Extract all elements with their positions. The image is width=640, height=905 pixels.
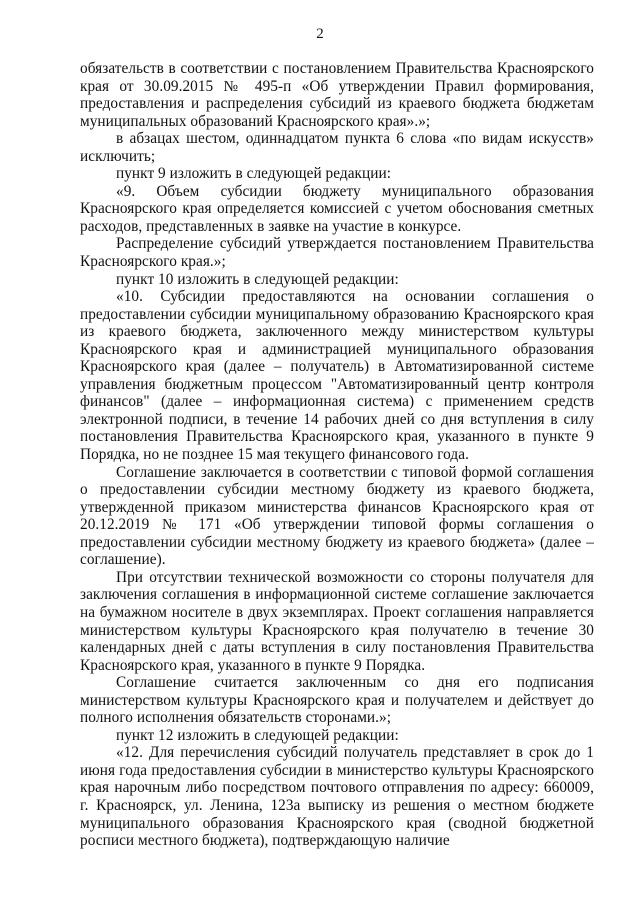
paragraph-10: Соглашение считается заключенным со дня его подписания министерством культуры Красноярского края и получателем и действует до полного исполнения обязательств сторонами.»; (80, 674, 594, 727)
paragraph-7: «10. Субсидии предоставляются на основании соглашения о предоставлении субсидии муниципальному образованию Красноярского края из краевого бюджета, заключенного между министерством культуры Красноярского края и администрацией муниципального образования Красноярского края (далее – получатель) в Автоматизированной системе управления бюджетным процессом "Автоматизированный центр контроля финансов" (далее – информационная система) с применением средств электронной подписи, в течение 14 рабочих дней со дня вступления в силу постановления Правительства Красноярского края, указанного в пункте 9 Порядка, но не позднее 15 мая текущего финансового года. (80, 288, 594, 464)
paragraph-6: пункт 10 изложить в следующей редакции: (116, 270, 399, 288)
paragraph-11: пункт 12 изложить в следующей редакции: (116, 726, 399, 744)
document-body (80, 60, 594, 850)
paragraph-1: обязательств в соответствии с постановлением Правительства Красноярского края от 30.09.2015 № 495-п «Об утверждении Правил формирования, предоставления и распределения субсидий из краевого бюджета бюджетам муниципальных образований Красноярского края».»; (80, 60, 594, 130)
paragraph-2: в абзацах шестом, одиннадцатом пункта 6 слова «по видам искусств» исключить; (80, 130, 594, 165)
paragraph-8: Соглашение заключается в соответствии с типовой формой соглашения о предоставлении субсидии местному бюджету из краевого бюджета, утвержденной приказом министерства финансов Красноярского края от 20.12.2019 № 171 «Об утверждении типовой формы соглашения о предоставлении субсидии местному бюджету из краевого бюджета» (далее – соглашение). (80, 463, 594, 569)
paragraph-12: «12. Для перечисления субсидий получатель представляет в срок до 1 июня года предоставления субсидии в министерство культуры Красноярского края нарочным либо посредством почтового отправления по адресу: 660009, г. Красноярск, ул. Ленина, 123а выписку из решения о местном бюджете муниципального образования Красноярского края (сводной бюджетной росписи местного бюджета), подтверждающую наличие (80, 744, 594, 850)
paragraph-9: При отсутствии технической возможности со стороны получателя для заключения соглашения в информационной системе соглашение заключается на бумажном носителе в двух экземплярах. Проект соглашения направляется министерством культуры Красноярского края получателю в течение 30 календарных дней с даты вступления в силу постановления Правительства Красноярского края, указанного в пункте 9 Порядка. (80, 568, 594, 674)
page-number: 2 (316, 26, 324, 42)
paragraph-3: пункт 9 изложить в следующей редакции: (116, 165, 392, 183)
paragraph-4: «9. Объем субсидии бюджету муниципального образования Красноярского края определяется комиссией с учетом обоснования сметных расходов, представленных в заявке на участие в конкурсе. (80, 182, 594, 235)
paragraph-5: Распределение субсидий утверждается постановлением Правительства Красноярского края.»; (80, 235, 594, 271)
